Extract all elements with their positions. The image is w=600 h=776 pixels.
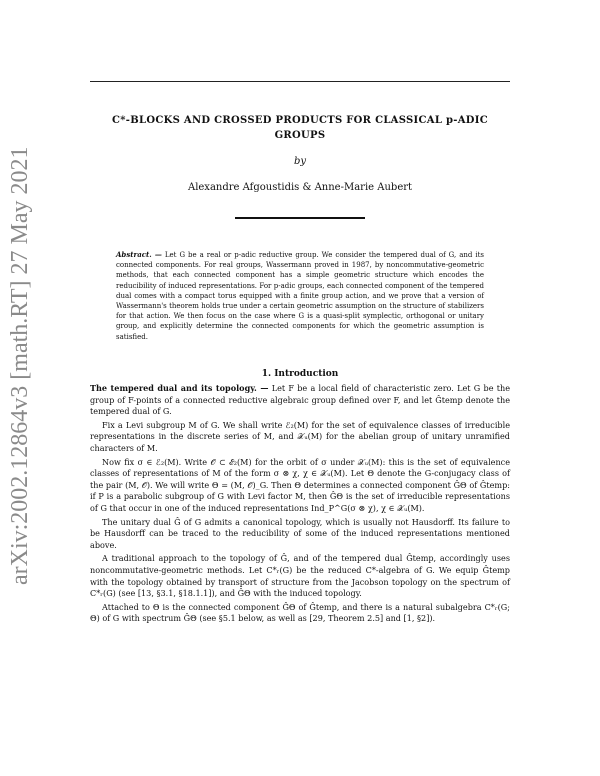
paragraph	[90, 383, 510, 418]
paragraph: Attached to Θ is the connected component ĜΘ of Ĝtemp, and there is a natural subalgebra C*ᵣ(G; Θ) of G with spectrum ĜΘ (see §5.1 below, as well as [29, Theorem 2.5] and [1, §2]).	[90, 601, 510, 624]
paragraph: Now fix σ ∈ ℰ₂(M). Write 𝒪 ⊂ ℰ₂(M) for the orbit of σ under 𝒳ᵤ(M): this is the set of equivalence classes of representations of M of the form σ ⊗ χ, χ ∈ 𝒳ᵤ(M). Let Θ denote the G-conjugacy class of the pair (M, 𝒪). We will write Θ = (M, 𝒪)_G. Then Θ determines a connected component ĜΘ of Ĝtemp: if P is a parabolic subgroup of G with Levi factor M, then ĜΘ is the set of irreducible representations of G that occur in one of the induced representations Ind_P^G(σ ⊗ χ), χ ∈ 𝒳ᵤ(M).	[90, 456, 510, 513]
arxiv-identifier[interactable]: arXiv:2002.12864v3 [math.RT] 27 May 2021	[7, 146, 33, 585]
byline: by	[293, 156, 307, 167]
paragraph: Fix a Levi subgroup M of G. We shall write ℰ₂(M) for the set of equivalence classes of irreducible representations in the discrete series of M, and 𝒳ᵤ(M) for the abelian group of unitary unramified characters of M.	[90, 419, 510, 453]
section-heading: 1. Introduction	[261, 369, 339, 379]
body-text	[90, 383, 510, 627]
paper-title: C*-BLOCKS AND CROSSED PRODUCTS FOR CLASSICAL p-ADIC GROUPS	[112, 115, 488, 141]
paragraph: The unitary dual Ĝ of G admits a canonical topology, which is usually not Hausdorff. Its failure to be Hausdorff can be traced to the reducibility of some of the induced representations mentioned above.	[90, 516, 510, 550]
abstract-text: Let G be a real or p-adic reductive group. We consider the tempered dual of G, and its connected components. For real groups, Wassermann proved in 1987, by noncommutative-geometric methods, that each connected component has a simple geometric structure which encodes the reducibility of induced representations. For p-adic groups, each connected component of the tempered dual comes with a compact torus equipped with a finite group action, and we prove that a version of Wassermann's theorem holds true under a certain geometric assumption on the structure of stabilizers for that action. We then focus on the case where G is a quasi-split symplectic, orthogonal or unitary group, and explicitly determine the connected components for which the geometric assumption is satisfied.	[116, 251, 485, 341]
paragraph-heading: The tempered dual and its topology. —	[90, 383, 269, 393]
title-divider	[235, 217, 365, 219]
paragraph: A traditional approach to the topology of Ĝ, and of the tempered dual Ĝtemp, accordingly uses noncommutative-geometric methods. Let C*ᵣ(G) be the reduced C*-algebra of G. We equip Ĝtemp with the topology obtained by transport of structure from the Jacobson topology on the spectrum of C*ᵣ(G) (see [13, §3.1, §18.1.1]), and ĜΘ with the induced topology.	[90, 553, 510, 599]
abstract-label: Abstract. —	[116, 250, 162, 259]
paragraph-text: Let F be a local field of characteristic zero. Let G be the group of F-points of a connected reductive algebraic group defined over F, and let Ĝtemp denote the tempered dual of G.	[90, 383, 510, 417]
header-rule	[90, 81, 510, 82]
abstract	[116, 250, 484, 342]
authors: Alexandre Afgoustidis & Anne-Marie Aubert	[187, 182, 413, 193]
